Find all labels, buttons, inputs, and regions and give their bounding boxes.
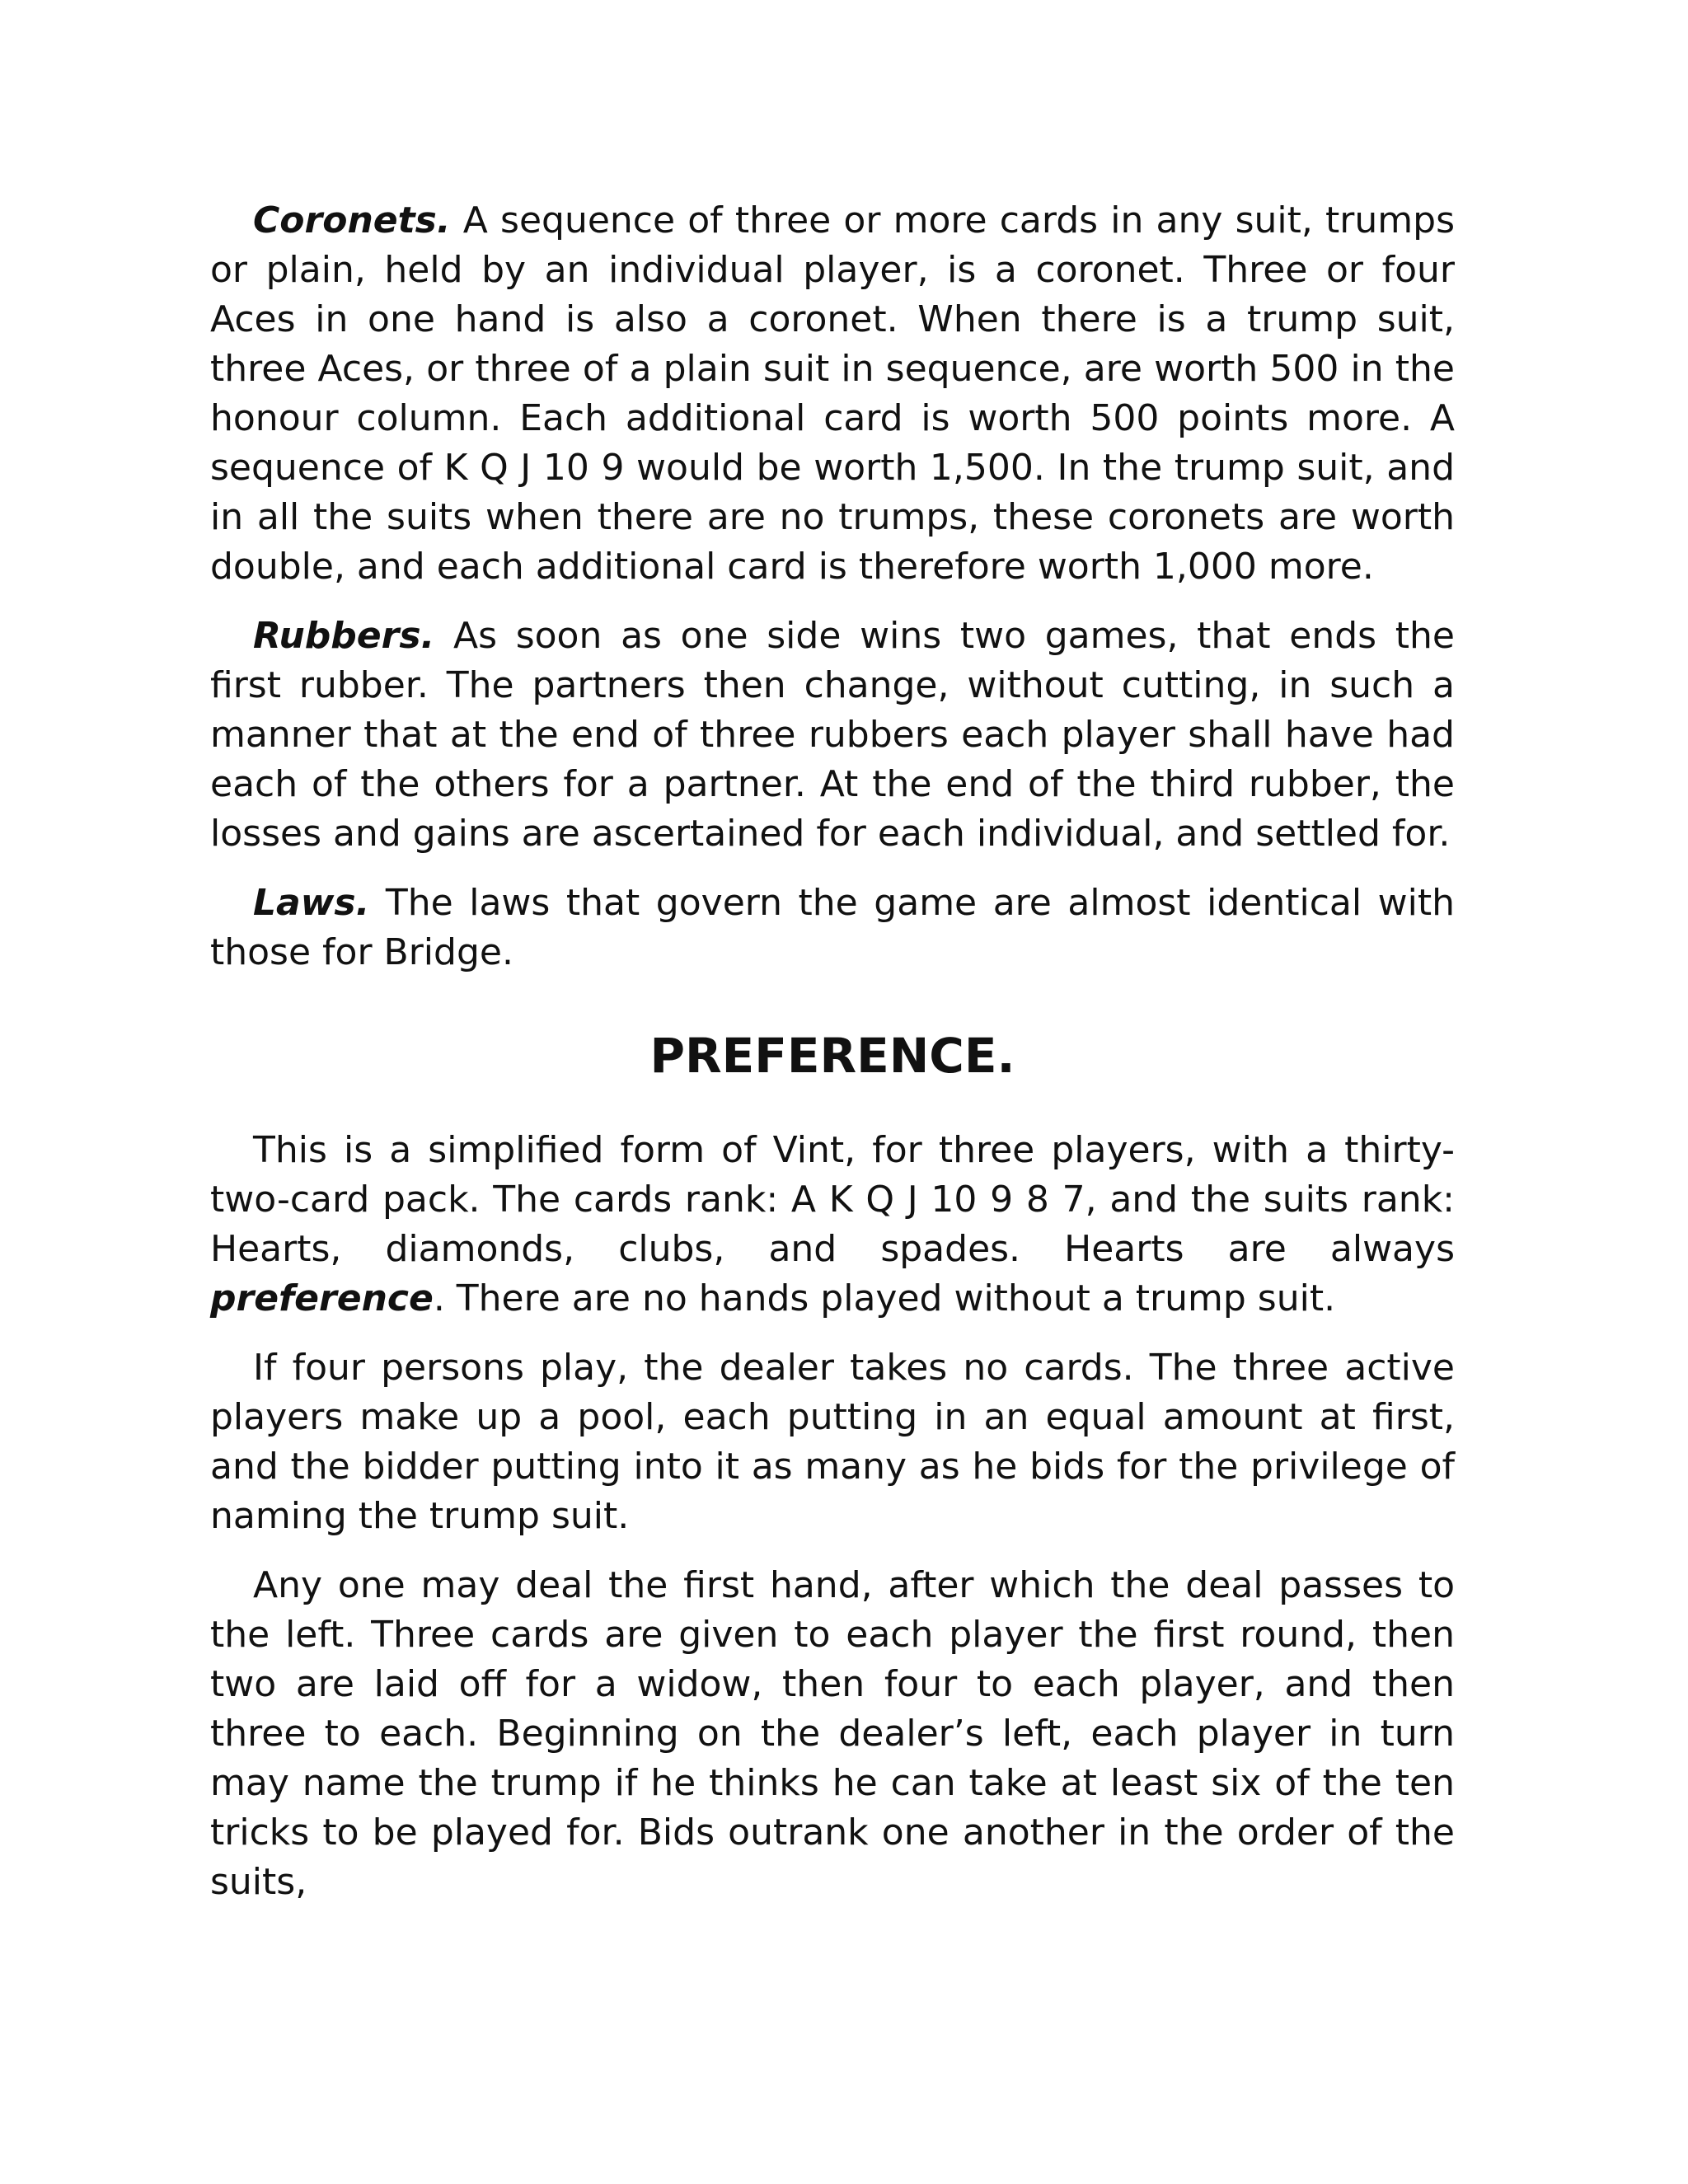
section-title: PREFERENCE. <box>649 1028 1015 1084</box>
rubbers-heading: Rubbers. <box>253 615 435 657</box>
coronets-heading: Coronets. <box>253 199 451 241</box>
preference-intro-text-start: This is a simplified form of Vint, for three players, with a thirty-two-card pack. The cards rank: A K Q J 10 9 8 7, and the suits rank: Hearts, diamonds, clubs, and spades. Hearts are always <box>210 1129 1455 1270</box>
preference-emphasis: preference <box>210 1277 434 1319</box>
laws-text: The laws that govern the game are almost identical with those for Bridge. <box>210 882 1455 973</box>
rubbers-paragraph <box>210 612 1455 859</box>
coronets-text: A sequence of three or more cards in any suit, trumps or plain, held by an individual player, is a coronet. Three or four Aces in one hand is also a coronet. When there is a trump suit, three Aces, or three of a plain suit in sequence, are worth 500 in the honour column. Each additional card is worth 500 points more. A sequence of K Q J 10 9 would be worth 1,500. In the trump suit, and in all the suits when there are no trumps, these coronets are worth double, and each additional card is therefore worth 1,000 more. <box>210 199 1455 588</box>
preference-intro-text-end: . There are no hands played without a trump suit. <box>433 1277 1336 1319</box>
document-page <box>210 196 1455 1927</box>
rubbers-text: As soon as one side wins two games, that ends the first rubber. The partners then change, without cutting, in such a manner that at the end of three rubbers each player shall have had each of the others for a partner. At the end of the third rubber, the losses and gains are ascertained for each individual, and settled for. <box>210 615 1455 855</box>
preference-intro-paragraph <box>210 1126 1455 1324</box>
coronets-paragraph <box>210 196 1455 592</box>
four-persons-paragraph: If four persons play, the dealer takes no cards. The three active players make up a pool, each putting in an equal amount at first, and the bidder putting into it as many as he bids for the privilege of naming the trump suit. <box>210 1347 1455 1537</box>
dealing-paragraph: Any one may deal the first hand, after which the deal passes to the left. Three cards are given to each player the first round, then two are laid off for a widow, then four to each player, and then three to each. Beginning on the dealer’s left, each player in turn may name the trump if he thinks he can take at least six of the ten tricks to be played for. Bids outrank one another in the order of the suits, <box>210 1564 1455 1903</box>
laws-heading: Laws. <box>253 882 370 924</box>
laws-paragraph <box>210 879 1455 977</box>
